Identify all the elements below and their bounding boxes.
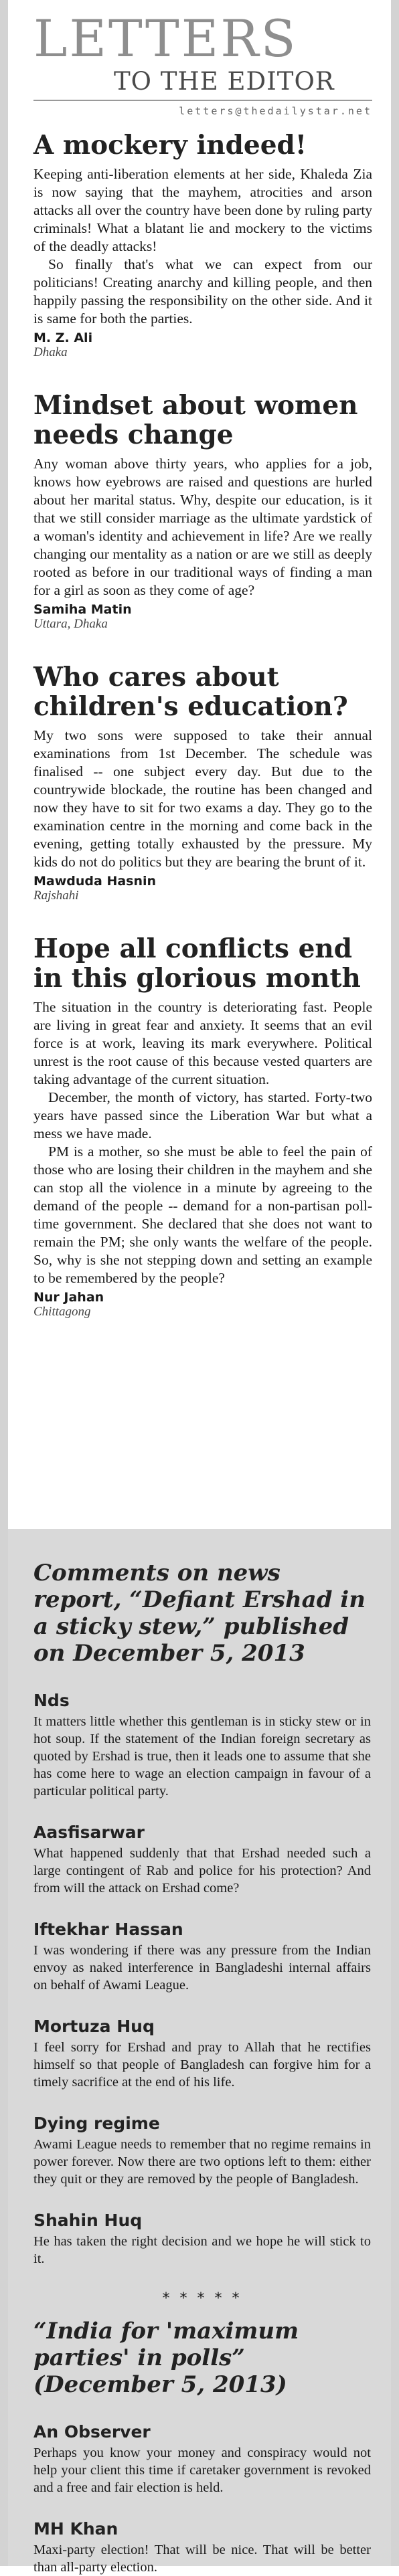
letter-author: Nur Jahan <box>33 1290 104 1305</box>
comment-author: Dying regime <box>33 2114 160 2133</box>
comment-author: Aasfisarwar <box>33 1823 145 1842</box>
online-comments-section <box>8 1529 391 2575</box>
comment <box>33 1691 371 1800</box>
comment-text: I feel sorry for Ershad and pray to Allah that he rectifies himself so that people of Bangladesh can forgive him for a timely sacrifice at the end of his life. <box>33 2040 371 2090</box>
masthead-title: LETTERS <box>33 9 298 68</box>
letter-place: Uttara, Dhaka <box>33 617 108 631</box>
comment <box>33 1823 371 1897</box>
letter <box>33 391 372 632</box>
letter-author: M. Z. Ali <box>33 331 93 345</box>
letter-headline: Who cares about children's education? <box>33 662 348 722</box>
letter-headline: Hope all conflicts end in this glorious month <box>33 933 361 994</box>
comment <box>33 2211 371 2268</box>
letters-column <box>8 117 391 1319</box>
comment-text: I was wondering if there was any pressure from the Indian envoy as naked interference in Bangladeshi internal affairs on behalf of Awami League. <box>33 1943 371 1993</box>
letter-headline: A mockery indeed! <box>33 130 307 161</box>
letter-place: Dhaka <box>33 345 68 359</box>
comment-text: Awami League needs to remember that no regime remains in power forever. Now there are two options left to them: either they quit or they are removed by the people of Bangladesh. <box>33 2137 371 2187</box>
comments-heading: Comments on news report, “Defiant Ershad in a sticky stew,” published on December 5, 2013 <box>33 1560 366 1667</box>
letter-place: Rajshahi <box>33 889 79 903</box>
letter-place: Chittagong <box>33 1305 91 1319</box>
comment-author: MH Khan <box>33 2519 118 2539</box>
letter-headline: Mindset about women needs change <box>33 390 358 450</box>
comment-text: What happened suddenly that that Ershad needed such a large contingent of Rab and police for his protection? And from will the attack on Ershad come? <box>33 1846 371 1896</box>
letter <box>33 934 372 1319</box>
comment <box>33 2017 371 2091</box>
comment-text: It matters little whether this gentleman is in sticky stew or in hot soup. If the statement of the Indian foreign secretary as quoted by Ershad is true, then it leads one to assume that she has come here to wage an election campaign in favour of a particular political party. <box>33 1714 371 1799</box>
comment-author: Shahin Huq <box>33 2211 143 2230</box>
letter <box>33 130 372 360</box>
letter-paragraph: December, the month of victory, has started. Forty-two years have passed since the Liberation War but what a mess we have made. <box>33 1089 372 1141</box>
comment-author: An Observer <box>33 2422 151 2442</box>
masthead <box>8 0 391 117</box>
section-separator: * * * * * <box>162 2290 242 2307</box>
editor-email: letters@thedailystar.net <box>179 105 372 117</box>
comment-author: Iftekhar Hassan <box>33 1920 183 1939</box>
masthead-subtitle: TO THE EDITOR <box>114 67 335 96</box>
letter-paragraph: Keeping anti-liberation elements at her side, Khaleda Zia is now saying that the mayhem, atrocities and arson attacks all over the country have been done by ruling party criminals! What a blatant lie and mockery to the victims of the deadly attacks! <box>33 166 372 254</box>
comment <box>33 2519 371 2576</box>
masthead-divider <box>33 100 372 101</box>
comment-author: Nds <box>33 1691 70 1710</box>
comment-author: Mortuza Huq <box>33 2017 155 2036</box>
letter-paragraph: So finally that's what we can expect from our politicians! Creating anarchy and killing people, and then happily passing the responsibility on the other side. And it is same for both the parties. <box>33 256 372 327</box>
comment-text: Maxi-party election! That will be nice. That will be better than all-party election. <box>33 2543 371 2575</box>
letter-paragraph: The situation in the country is deteriorating fast. People are living in great fear and anxiety. It seems that an evil force is at work, leaving its mark everywhere. Political unrest is the root cause of this because vested quarters are taking advantage of the current situation. <box>33 999 372 1087</box>
comment <box>33 1920 371 1994</box>
letter-author: Mawduda Hasnin <box>33 874 157 889</box>
letter-paragraph: PM is a mother, so she must be able to feel the pain of those who are losing their children in the mayhem and she can stop all the violence in a minute by agreeing to the demand of the people -- demand for a non-partisan poll-time government. She declared that she does not want to remain the PM; she only wants the welfare of the people. So, why is she not stepping down and setting an example to be remembered by the people? <box>33 1143 372 1286</box>
letter-paragraph: Any woman above thirty years, who applies for a job, knows how eyebrows are raised and questions are hurled about her marital status. Why, despite our education, is it that we still consider marriage as the ultimate yardstick of a woman's identity and achievement in life? Are we really changing our mentality as a nation or are we still as deeply rooted as before in our traditional ways of finding a man for a girl as soon as they come of age? <box>33 456 372 598</box>
letter <box>33 662 372 903</box>
letter-author: Samiha Matin <box>33 602 132 617</box>
comments-heading-2: “India for 'maximum parties' in polls” (December 5, 2013) <box>33 2318 299 2398</box>
comment <box>33 2114 371 2188</box>
comment-text: Perhaps you know your money and conspiracy would not help your client this time if caretaker government is revoked and a free and fair election is held. <box>33 2446 371 2495</box>
letter-paragraph: My two sons were supposed to take their annual examinations from 1st December. The schedule was finalised -- one subject every day. But due to the countrywide blockade, the routine has been changed and now they have to sit for two exams a day. They go to the examination centre in the morning and come back in the evening, getting totally exhausted by the pressure. My kids do not do politics but they are bearing the brunt of it. <box>33 727 372 870</box>
comment-text: He has taken the right decision and we hope he will stick to it. <box>33 2234 371 2266</box>
comment <box>33 2422 371 2496</box>
